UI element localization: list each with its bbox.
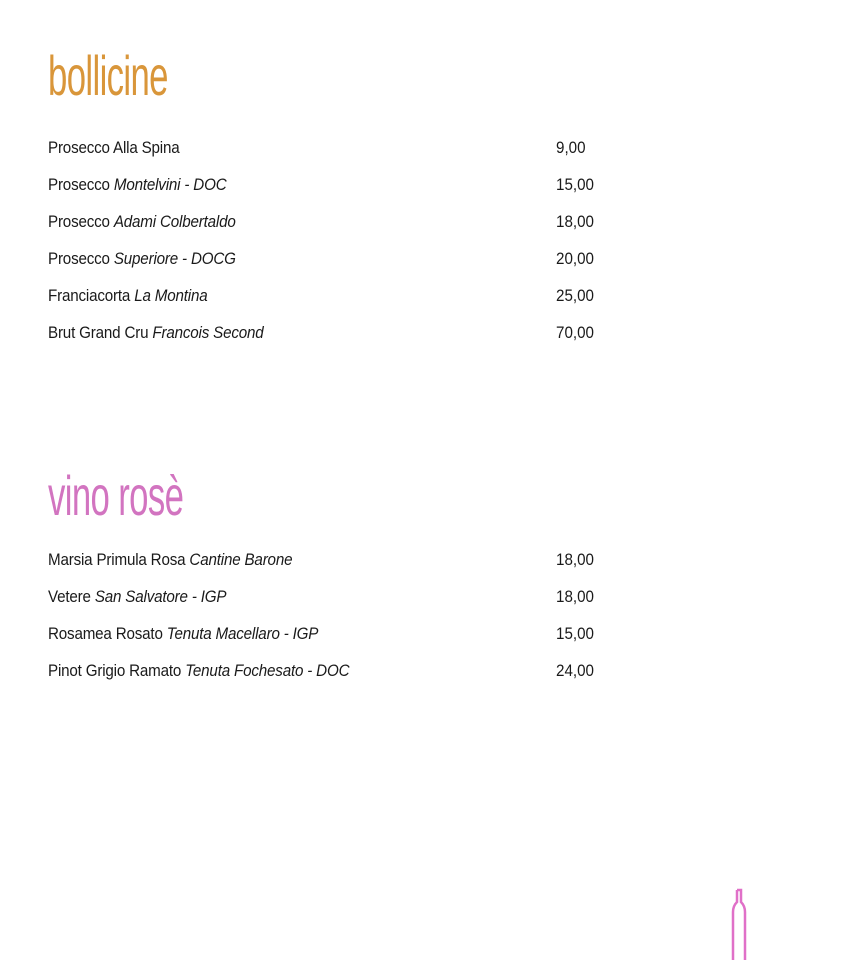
wine-name: Prosecco Alla Spina [48, 139, 180, 157]
wine-name: Brut Grand Cru Francois Second [48, 324, 264, 342]
wine-name: Vetere San Salvatore - IGP [48, 588, 227, 606]
list-item [48, 548, 608, 585]
wine-name: Pinot Grigio Ramato Tenuta Fochesato - DOC [48, 662, 350, 680]
list-item [48, 585, 608, 622]
wine-name: Rosamea Rosato Tenuta Macellaro - IGP [48, 625, 319, 643]
list-item [48, 659, 608, 696]
wine-price: 9,00 [556, 139, 586, 157]
vino-rose-list [48, 548, 608, 696]
list-item [48, 173, 608, 210]
wine-name: Franciacorta La Montina [48, 287, 208, 305]
wine-bottle-icon [724, 888, 754, 960]
wine-price: 15,00 [556, 625, 594, 643]
wine-price: 15,00 [556, 176, 594, 194]
list-item [48, 210, 608, 247]
wine-price: 24,00 [556, 662, 594, 680]
section-title-vino-rose: vino rosè [48, 464, 184, 527]
wine-name: Prosecco Adami Colbertaldo [48, 213, 236, 231]
wine-price: 18,00 [556, 588, 594, 606]
list-item [48, 622, 608, 659]
list-item [48, 321, 608, 358]
wine-price: 18,00 [556, 213, 594, 231]
wine-price: 25,00 [556, 287, 594, 305]
wine-name: Prosecco Montelvini - DOC [48, 176, 227, 194]
list-item [48, 247, 608, 284]
list-item [48, 136, 608, 173]
wine-price: 18,00 [556, 551, 594, 569]
wine-name: Marsia Primula Rosa Cantine Barone [48, 551, 293, 569]
wine-price: 70,00 [556, 324, 594, 342]
section-title-bollicine: bollicine [48, 44, 168, 107]
wine-price: 20,00 [556, 250, 594, 268]
wine-name: Prosecco Superiore - DOCG [48, 250, 236, 268]
bollicine-list [48, 136, 608, 358]
list-item [48, 284, 608, 321]
